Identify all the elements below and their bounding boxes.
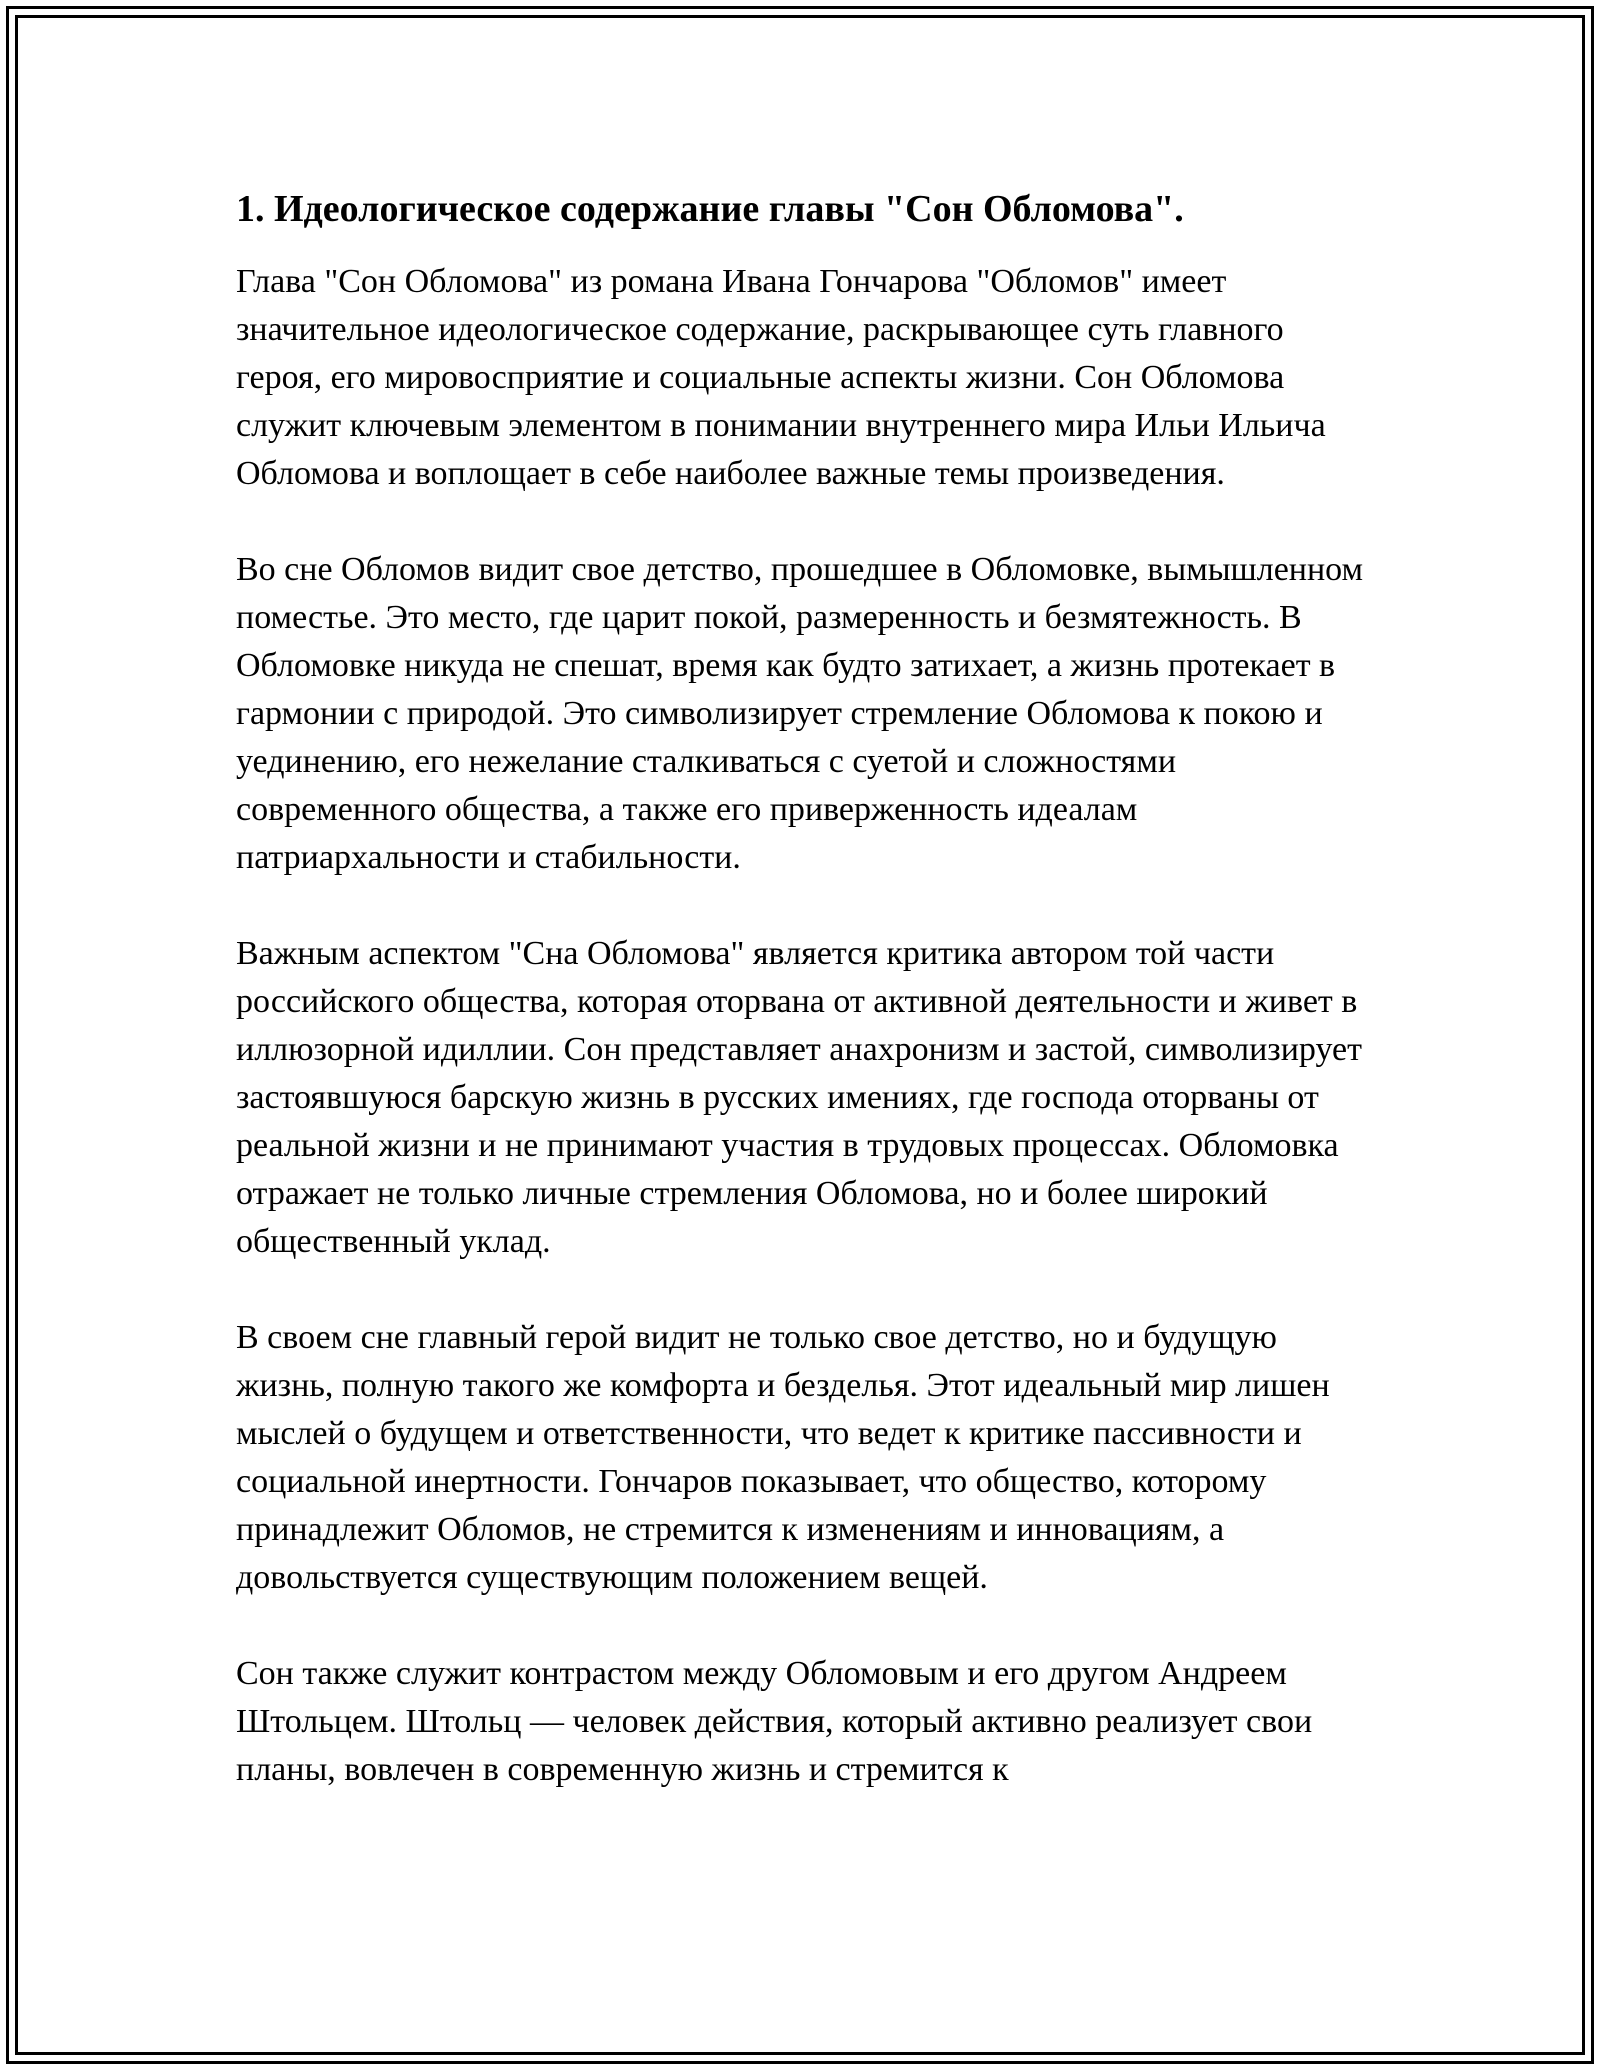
paragraph-1: Глава "Сон Обломова" из романа Ивана Гончарова "Обломов" имеет значительное идеологическое содержание, раскрывающее суть главного героя, его мировосприятие и социальные аспекты жизни. Сон Обломова служит ключевым элементом в понимании внутреннего мира Ильи Ильича Обломова и воплощает в себе наиболее важные темы произведения.	[236, 263, 1326, 492]
section-heading: 1. Идеологическое содержание главы "Сон Обломова".	[236, 188, 1184, 230]
paragraph-5: Сон также служит контрастом между Обломовым и его другом Андреем Штольцем. Штольц — человек действия, который активно реализует свои планы, вовлечен в современную жизнь и стремится к	[236, 1655, 1313, 1788]
document-body	[236, 184, 1376, 1794]
paragraph-2: Во сне Обломов видит свое детство, прошедшее в Обломовке, вымышленном поместье. Это место, где царит покой, размеренность и безмятежность. В Обломовке никуда не спешат, время как будто затихает, а жизнь протекает в гармонии с природой. Это символизирует стремление Обломова к покою и уединению, его нежелание сталкиваться с суетой и сложностями современного общества, а также его приверженность идеалам патриархальности и стабильности.	[236, 551, 1364, 876]
paragraph-3: Важным аспектом "Сна Обломова" является критика автором той части российского общества, которая оторвана от активной деятельности и живет в иллюзорной идиллии. Сон представляет анахронизм и застой, символизирует застоявшуюся барскую жизнь в русских имениях, где господа оторваны от реальной жизни и не принимают участия в трудовых процессах. Обломовка отражает не только личные стремления Обломова, но и более широкий общественный уклад.	[236, 935, 1362, 1260]
paragraph-4: В своем сне главный герой видит не только свое детство, но и будущую жизнь, полную такого же комфорта и безделья. Этот идеальный мир лишен мыслей о будущем и ответственности, что ведет к критике пассивности и социальной инертности. Гончаров показывает, что общество, которому принадлежит Обломов, не стремится к изменениям и инновациям, а довольствуется существующим положением вещей.	[236, 1319, 1330, 1596]
